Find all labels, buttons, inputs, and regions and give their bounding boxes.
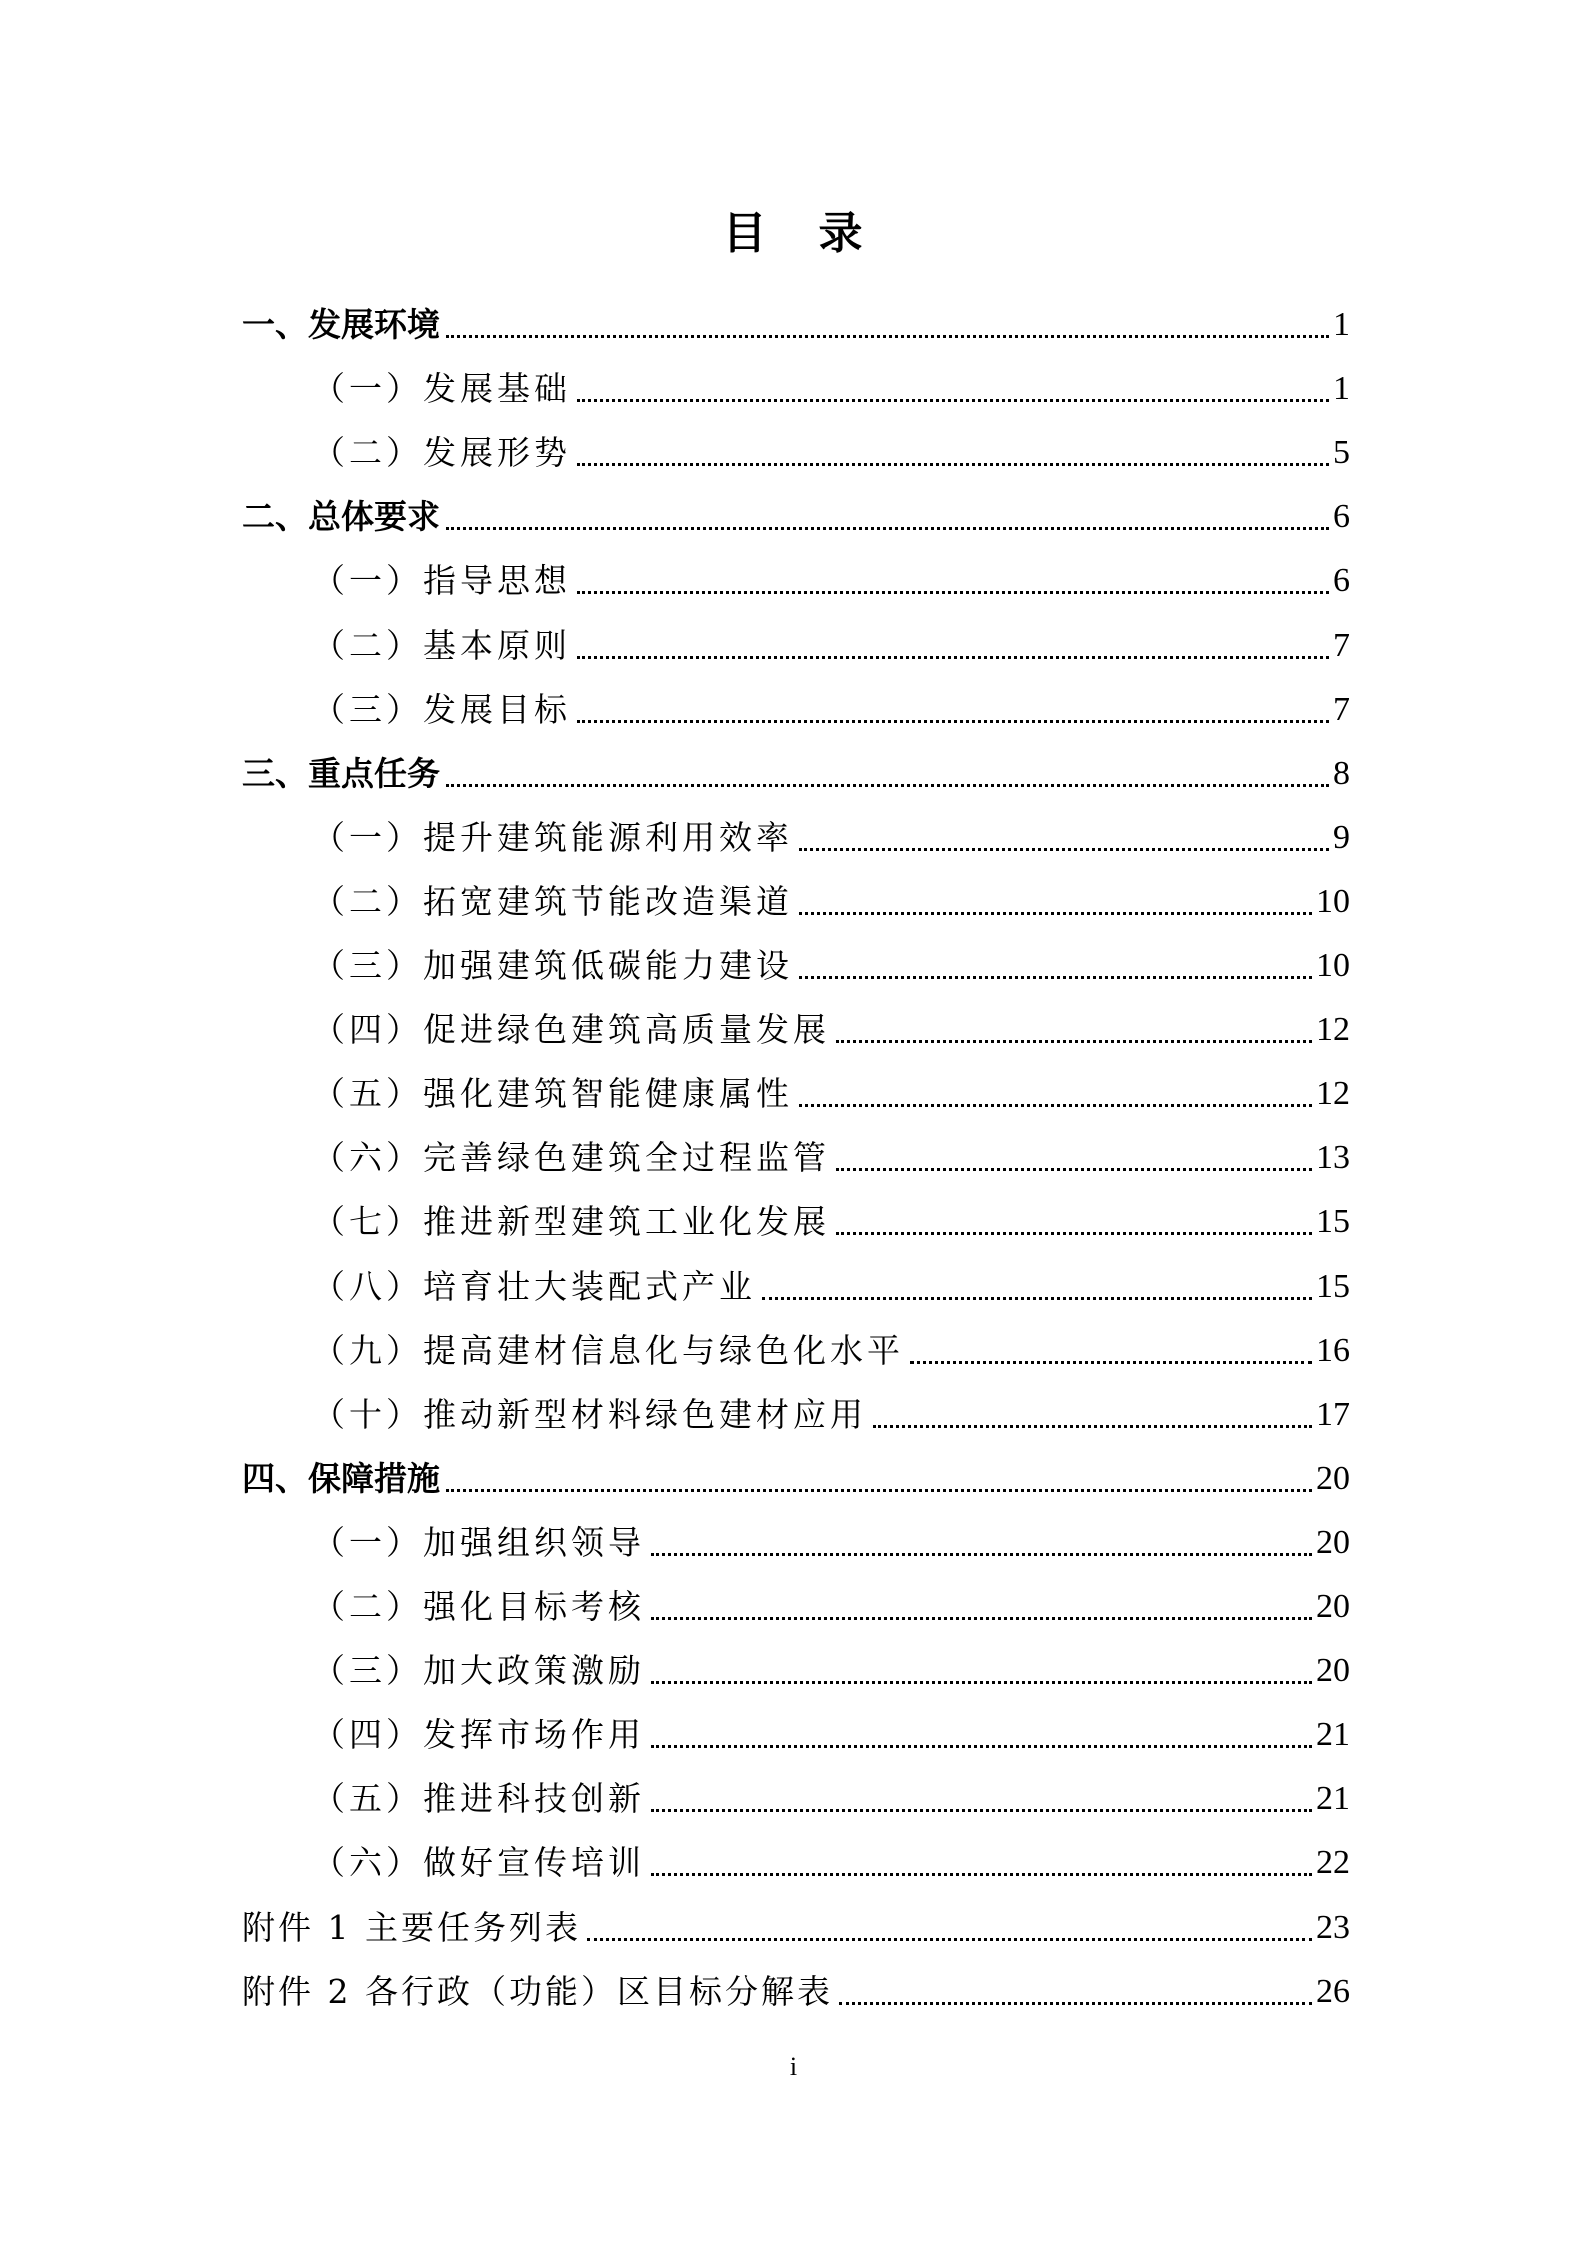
toc-chapter-entry[interactable]: [242, 740, 1350, 796]
toc-leader-dots: [577, 463, 1329, 466]
toc-chapter-entry[interactable]: [242, 483, 1350, 539]
toc-entry-page-number: 1: [1333, 370, 1350, 408]
toc-entry-label: 四、保障措施: [242, 1458, 440, 1498]
toc-leader-dots: [799, 1104, 1312, 1107]
toc-leader-dots: [577, 656, 1329, 659]
toc-section-entry[interactable]: [312, 612, 1350, 668]
toc-leader-dots: [577, 720, 1329, 723]
toc-leader-dots: [910, 1361, 1312, 1364]
toc-leader-dots: [873, 1425, 1312, 1428]
toc-entry-label: （六）完善绿色建筑全过程监管: [312, 1138, 830, 1178]
page-number: i: [789, 2052, 798, 2081]
toc-leader-dots: [446, 527, 1329, 530]
toc-entry-label: （一）发展基础: [312, 369, 571, 409]
toc-entry-page-number: 1: [1333, 306, 1350, 343]
toc-leader-dots: [651, 1745, 1312, 1748]
toc-appendix-entry[interactable]: [242, 1958, 1350, 2014]
toc-entry-label: （一）指导思想: [312, 561, 571, 601]
toc-section-entry[interactable]: [312, 1124, 1350, 1180]
toc-section-entry[interactable]: [312, 1509, 1350, 1565]
toc-leader-dots: [799, 848, 1329, 851]
toc-entry-page-number: 10: [1316, 882, 1350, 920]
toc-entry-label: （十）推动新型材料绿色建材应用: [312, 1394, 867, 1434]
toc-entry-label: （五）强化建筑智能健康属性: [312, 1074, 793, 1114]
toc-leader-dots: [446, 335, 1329, 338]
toc-entry-page-number: 17: [1316, 1395, 1350, 1433]
toc-entry-page-number: 26: [1316, 1972, 1350, 2010]
toc-entry-label: （八）培育壮大装配式产业: [312, 1266, 756, 1306]
toc-entry-page-number: 13: [1316, 1139, 1350, 1177]
toc-entry-page-number: 21: [1316, 1780, 1350, 1818]
toc-entry-label: 附件 2 各行政（功能）区目标分解表: [242, 1971, 833, 2011]
toc-entry-page-number: 15: [1316, 1267, 1350, 1305]
toc-entry-label: （五）推进科技创新: [312, 1779, 645, 1819]
toc-title-part1: 目: [722, 208, 769, 259]
toc-section-entry[interactable]: [312, 676, 1350, 732]
toc-entry-page-number: 20: [1316, 1523, 1350, 1561]
toc-section-entry[interactable]: [312, 1381, 1350, 1437]
toc-entry-page-number: 7: [1333, 690, 1350, 728]
toc-leader-dots: [577, 591, 1329, 594]
toc-section-entry[interactable]: [312, 419, 1350, 475]
toc-entry-label: （九）提高建材信息化与绿色化水平: [312, 1330, 904, 1370]
toc-entry-label: 一、发展环境: [242, 305, 440, 344]
toc-entry-label: 附件 1 主要任务列表: [242, 1907, 581, 1947]
toc-section-entry[interactable]: [312, 1701, 1350, 1757]
toc-leader-dots: [799, 912, 1312, 915]
toc-section-entry[interactable]: [312, 1317, 1350, 1373]
toc-entry-page-number: 6: [1333, 562, 1350, 600]
toc-section-entry[interactable]: [312, 1060, 1350, 1116]
toc-leader-dots: [836, 1232, 1312, 1235]
toc-section-entry[interactable]: [312, 1188, 1350, 1244]
toc-entry-label: （二）强化目标考核: [312, 1587, 645, 1626]
toc-entry-label: （四）发挥市场作用: [312, 1715, 645, 1755]
toc-leader-dots: [446, 784, 1329, 787]
toc-section-entry[interactable]: [312, 547, 1350, 603]
toc-entry-label: （三）发展目标: [312, 689, 571, 729]
toc-entry-page-number: 9: [1333, 818, 1350, 856]
toc-entry-page-number: 15: [1316, 1203, 1350, 1241]
toc-chapter-entry[interactable]: [242, 291, 1350, 347]
toc-entry-page-number: 20: [1316, 1459, 1350, 1497]
toc-leader-dots: [839, 2002, 1312, 2005]
toc-section-entry[interactable]: [312, 1573, 1350, 1629]
toc-entry-label: （六）做好宣传培训: [312, 1843, 645, 1883]
toc-section-entry[interactable]: [312, 355, 1350, 411]
toc-entry-page-number: 12: [1316, 1075, 1350, 1113]
toc-section-entry[interactable]: [312, 1765, 1350, 1821]
toc-entry-label: （二）拓宽建筑节能改造渠道: [312, 881, 793, 921]
toc-entry-label: 三、重点任务: [242, 753, 440, 793]
toc-leader-dots: [836, 1040, 1312, 1043]
toc-leader-dots: [446, 1489, 1312, 1492]
toc-entry-label: （七）推进新型建筑工业化发展: [312, 1202, 830, 1242]
toc-leader-dots: [577, 399, 1329, 402]
toc-leader-dots: [651, 1809, 1312, 1812]
toc-title: [0, 206, 1587, 262]
toc-leader-dots: [651, 1553, 1312, 1556]
toc-leader-dots: [651, 1617, 1312, 1620]
toc-leader-dots: [651, 1873, 1312, 1876]
toc-appendix-entry[interactable]: [242, 1894, 1350, 1950]
toc-entry-page-number: 20: [1316, 1652, 1350, 1690]
toc-entry-label: （三）加大政策激励: [312, 1651, 645, 1691]
toc-entry-label: （二）发展形势: [312, 433, 571, 473]
toc-entry-label: （二）基本原则: [312, 625, 571, 665]
toc-leader-dots: [836, 1168, 1312, 1171]
toc-section-entry[interactable]: [312, 1253, 1350, 1309]
toc-entry-page-number: 10: [1316, 947, 1350, 984]
toc-entry-label: 二、总体要求: [242, 497, 440, 537]
toc-section-entry[interactable]: [312, 868, 1350, 924]
toc-leader-dots: [651, 1681, 1312, 1684]
toc-entry-page-number: 5: [1333, 434, 1350, 472]
toc-entry-page-number: 7: [1333, 626, 1350, 664]
toc-entry-label: （一）提升建筑能源利用效率: [312, 817, 793, 857]
toc-leader-dots: [587, 1938, 1312, 1941]
toc-entry-label: （四）促进绿色建筑高质量发展: [312, 1010, 830, 1050]
toc-entry-label: （三）加强建筑低碳能力建设: [312, 946, 793, 985]
toc-section-entry[interactable]: [312, 932, 1350, 988]
toc-entry-page-number: 6: [1333, 498, 1350, 536]
toc-section-entry[interactable]: [312, 1829, 1350, 1885]
toc-section-entry[interactable]: [312, 996, 1350, 1052]
toc-entry-page-number: 21: [1316, 1716, 1350, 1754]
toc-title-part2: 录: [818, 208, 865, 259]
toc-entry-page-number: 12: [1316, 1011, 1350, 1049]
toc-entry-page-number: 22: [1316, 1844, 1350, 1882]
toc-section-entry[interactable]: [312, 1637, 1350, 1693]
toc-chapter-entry[interactable]: [242, 1445, 1350, 1501]
toc-entry-page-number: 16: [1316, 1331, 1350, 1369]
toc-entry-page-number: 8: [1333, 754, 1350, 792]
toc-entry-label: （一）加强组织领导: [312, 1522, 645, 1562]
toc-section-entry[interactable]: [312, 804, 1350, 860]
toc-leader-dots: [762, 1297, 1312, 1300]
toc-entry-page-number: 20: [1316, 1588, 1350, 1625]
toc-leader-dots: [799, 976, 1312, 979]
toc-entry-page-number: 23: [1316, 1908, 1350, 1946]
